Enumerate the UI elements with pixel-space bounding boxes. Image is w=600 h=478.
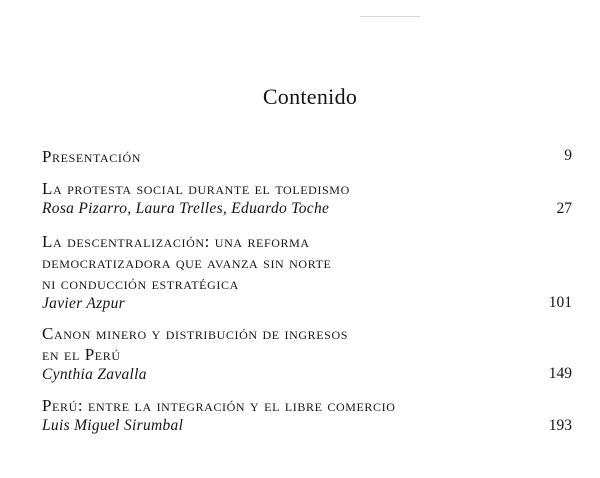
toc-entry-canon-minero[interactable] [42, 323, 572, 385]
toc-entry-heading: Presentación [42, 147, 142, 166]
toc-entry-heading-line: La descentralización: una reforma [42, 232, 310, 251]
toc-entry-heading: La protesta social durante el toledismo [42, 179, 350, 198]
toc-entry-page-number: 149 [548, 365, 572, 382]
toc-entry-heading-line: democratizadora que avanza sin norte [42, 253, 332, 272]
toc-entry-heading: Perú: entre la integración y el libre comercio [42, 396, 396, 415]
toc-entry-heading-line: en el Perú [42, 345, 121, 364]
toc-entry-author: Rosa Pizarro, Laura Trelles, Eduardo Toche [42, 200, 330, 217]
toc-entry-page-number: 27 [556, 200, 572, 217]
toc-entry-page-number: 9 [564, 147, 572, 164]
toc-entry-author: Luis Miguel Sirumbal [42, 417, 184, 434]
toc-entry-presentacion[interactable] [42, 146, 572, 167]
toc-entry-page-number: 101 [548, 294, 572, 311]
toc-entry-descentralizacion[interactable] [42, 231, 572, 314]
scan-artifact-line [360, 16, 420, 17]
toc-entry-author: Javier Azpur [42, 295, 125, 312]
toc-entry-page-number: 193 [548, 417, 572, 434]
toc-entry-peru-comercio[interactable] [42, 395, 572, 436]
toc-entry-author: Cynthia Zavalla [42, 366, 147, 383]
toc-entry-heading-line: Canon minero y distribución de ingresos [42, 324, 348, 343]
page-title: Contenido [262, 84, 358, 109]
toc-entry-heading-line: ni conducción estratégica [42, 274, 239, 293]
toc-entry-protesta-social[interactable] [42, 178, 572, 219]
